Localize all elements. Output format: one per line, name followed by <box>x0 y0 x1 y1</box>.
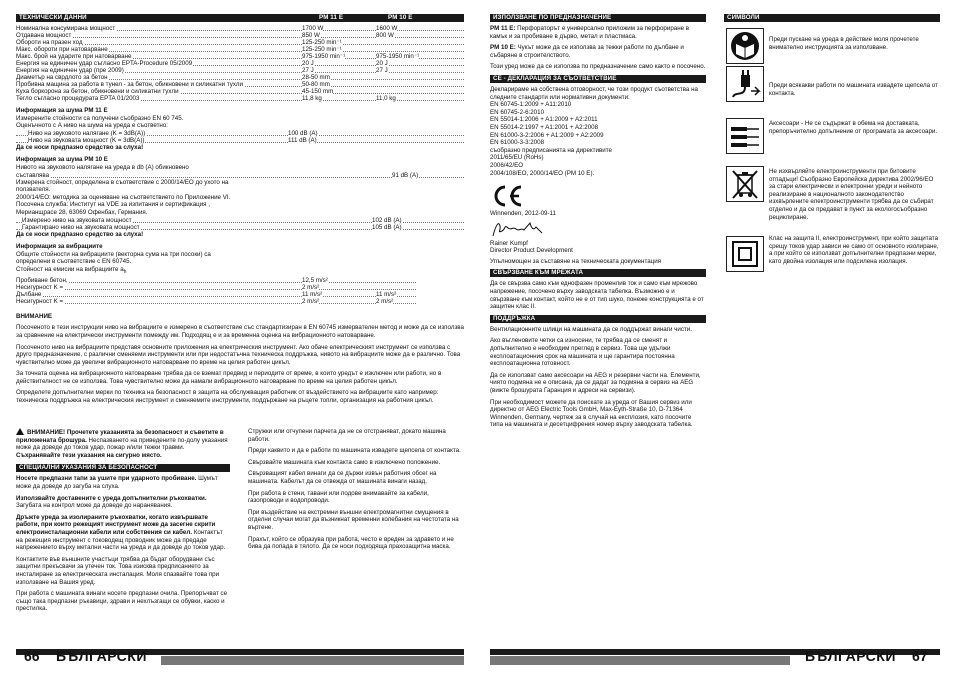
spec-row <box>16 130 464 137</box>
spec-row <box>16 81 464 88</box>
footer-left <box>16 649 464 665</box>
special-safety-header: СПЕЦИАЛНИ УКАЗАНИЯ ЗА БЕЗОПАСНОСТ <box>16 464 230 472</box>
warning-paragraph <box>16 428 230 459</box>
noise11-intro2: Оценъчното с А ниво на шума на уреда е съответно: <box>16 122 169 130</box>
ce-intro: Декларираме на собствена отговорност, че този продукт съответства на следните стандарти или нормативни документи: <box>490 85 698 101</box>
use-p2-bold: PM 10 E: <box>490 44 516 52</box>
list-item: 2011/65/EU (RoHs) <box>490 154 544 162</box>
mid-p5: При работа в стени, тавани или подове внимавайте за кабели, газопроводи и водопроводи. <box>248 489 429 505</box>
use-p3: Този уред може да се използва по предназначение само както е посочено. <box>490 63 706 71</box>
special-p2-bold: Използвайте доставените с уреда допълнителни ръкохватки. <box>16 494 207 502</box>
page-number-left: 66 <box>24 648 40 664</box>
list-item: EN 61000-3-2:2006 + A1:2009 + A2:2009 <box>490 131 604 139</box>
vibration-text: Общите стойности на вибрациите (векторна сума на три посоки) са определени в съответствие с EN 60745. <box>16 250 211 266</box>
mid-p2: Преди каквито и да е работи по машината извадете щепсела от контакта. <box>248 447 461 455</box>
noise10-title: Информация за шума PM 10 E <box>16 156 108 164</box>
use-p1 <box>490 25 706 40</box>
ce-directives-list <box>490 154 706 177</box>
spec-row <box>16 25 464 32</box>
special-p2-text: Загубата на контрол може да доведе до наранявания. <box>16 502 173 510</box>
symbol-text-4: Клас на защита II, електроинструмент, при който защитата срещу токов удар зависи не само от основното изолиране, а при който се използват допълнителни предпазни мерки, като двойна изолация или подсилена изолация. <box>769 235 939 265</box>
noise11-intro: Измерените стойности са получени съобразно EN 60 745. <box>16 114 184 122</box>
safety-mid-col <box>248 428 464 555</box>
spec-label: Енергия на единичен удар съгласно EPTA-Procedure 05/2009 <box>16 60 193 67</box>
spec-label: Пробиване бетон, <box>16 276 68 284</box>
spec-row <box>16 46 464 53</box>
warning-text: Неспазването на приведените по-долу указания може да доведе до токов удар, пожар и/или тежки травми. <box>16 436 228 452</box>
spec-label: Дълбане <box>16 290 42 298</box>
spec-row <box>16 60 464 67</box>
symbol-text-2: Аксесоари - Не се съдържат в обема на доставката, препоръчително допълнение от програмата за аксесоари. <box>769 120 938 135</box>
spec-value-pm10: 27 J <box>376 67 388 74</box>
ce-declaration-header: CE - ДЕКЛАРАЦИЯ ЗА СЪОТВЕТСТВИЕ <box>490 75 706 83</box>
special-p3-bold: Дръжте уреда за изолираните ръкохватки, когато извършвате работи, при които режещият инструмент може да засегне скрити електроинсталационни кабели или собствения си кабел. <box>16 513 216 536</box>
page-title-left: БЪЛГАРСКИ <box>56 648 147 664</box>
ce-standards-list <box>490 101 706 147</box>
spec-label: Тегло съгласно процедурата EPTA 01/2003 <box>16 95 140 102</box>
spec-label: Гарантирано ниво на звуковата мощност <box>22 223 140 231</box>
spec-value-pm11: 125-250 min⁻¹ <box>302 39 342 46</box>
special-p1-bold: Носете предпазни тапи за ушите при ударното пробиване. <box>16 475 197 483</box>
spec-value-pm11: 2 m/s² <box>302 283 320 291</box>
symbol-text-1: Преди всякакви работи по машината извадете щепсела от контакта. <box>769 82 938 97</box>
special-p2 <box>16 495 230 510</box>
spec-value: 100 dB (A) <box>288 129 318 137</box>
noise10-row <box>16 172 464 179</box>
vibration-emission-sub: h <box>123 269 127 276</box>
symbol-text-3: Не изхвърляйте електроинструменти при битовите отпадъци! Съобразно Европейска директива 2002/96/ЕО за стари електрически и електронни уреди и нейното реализиране в националното законодателство изхвърлените електроинструменти трябва да се събират отделно и да се предават в пункт за екологосъобразно рециклиране. <box>769 168 934 221</box>
noise10-table <box>16 217 464 231</box>
spec-label: Номинална консумирана мощност <box>16 25 116 32</box>
spec-value-pm10: 975-1950 min⁻¹ <box>376 53 420 60</box>
spec-value-pm10: 2 m/s² <box>376 297 394 305</box>
spec-row <box>16 291 416 298</box>
noise11-table <box>16 130 464 144</box>
warning-keep: Съхранявайте тези указания на сигурно място. <box>16 451 162 459</box>
signature <box>490 218 706 240</box>
special-p1 <box>16 475 230 490</box>
spec-value-pm11: 12,5 m/s² <box>302 276 328 284</box>
maintenance-header: ПОДДРЪЖКА <box>490 315 706 323</box>
spec-label: Енергия на единичен удар (пре 2009) <box>16 67 124 74</box>
noise10-measured: Измерена стойност, определена в съответствие с 2000/14/ЕО до ухото на ползвателя. <box>16 178 229 194</box>
maint-p2: Ако въгленовите четки са износени, те трябва да се сменят и допълнително е необходим преглед в сервиз. Това ще удължи експлоатационния срок на машината и ще гарантира постоянна експлоатационна готовност. <box>490 337 675 368</box>
vibration-title: Информация за вибрациите <box>16 243 103 251</box>
spec-value-pm10: 20 J <box>376 60 388 67</box>
spec-row <box>16 39 464 46</box>
spec-table <box>16 25 464 102</box>
vibration-emission-label: Стойност на емисии на вибрациите a <box>16 265 124 273</box>
page-title-right: БЪЛГАРСКИ <box>805 648 896 664</box>
attention-p1: Посоченото в тези инструкции ниво на вибрациите е измерено в съответствие със стандартизиран в EN 60745 измервателен метод и може да се използва за сравнение на електрически инструменти помежду им. Подходящ е и за временна оценка на вибрационното натоварване. <box>16 324 464 339</box>
spec-row <box>16 32 464 39</box>
list-item: EN 55014-2:1997 + A1:2001 + A2:2008 <box>490 123 599 131</box>
spec-value-pm11: 1700 W <box>302 25 324 32</box>
spec-label: Измерено ниво на звуковата мощност <box>22 216 132 224</box>
spec-row <box>16 67 464 74</box>
spec-value-pm11: 20 J <box>302 60 314 67</box>
list-item: 2006/42/EO <box>490 161 524 169</box>
warning-bold: ВНИМАНИЕ! Прочетете указанията за безопасност и съветите в приложената брошура. <box>16 429 224 444</box>
spec-row <box>16 298 416 305</box>
col-pm10-header: PM 10 E <box>388 14 413 21</box>
mid-p1: Стружки или отчупени парчета да не се отстраняват, докато машина работи. <box>248 428 446 443</box>
spec-label: Пробивна мащина за работа в тунел - за бетон, обикновени и силикатни тухли <box>16 81 243 88</box>
spec-label: Несигурност K = <box>16 283 64 291</box>
spec-row <box>16 217 464 224</box>
special-p5: При работа с машината винаги носете предпазни очила. Препоръчват се също така предпазни ръкавици, здрави и нехлъзгащи се обувки, каско и престилка. <box>16 590 228 613</box>
warning-triangle-icon <box>16 428 24 435</box>
class-ii-icon <box>726 236 764 272</box>
col-pm11-header: PM 11 E <box>319 14 344 21</box>
intended-use-header: ИЗПОЛЗВАНЕ ПО ПРЕДНАЗНАЧЕНИЕ <box>490 14 706 22</box>
noise10-row-value: 91 dB (A) <box>392 171 419 179</box>
spec-value-pm11: 28-50 mm <box>302 74 330 81</box>
spec-row <box>16 74 464 81</box>
ce-place-date: Winnenden, 2012-09-11 <box>490 210 556 218</box>
right-main-col <box>490 14 706 433</box>
maint-p4: При необходимост можете да поискате за уреда от Вашия сервиз или директно от AEG Electric Tools GmbH, Max-Eyth-Straße 10, D-71364 Winnenden, Germany, чертеж за в случай на експлозия, като посочите типа на машината и десетцифрения номер върху заводската табелка. <box>490 398 693 429</box>
ce-authorized: Упълномощен за съставяне на техническата документация <box>490 257 662 265</box>
spec-label: Несигурност K = <box>16 297 64 305</box>
accessories-icon <box>726 118 764 154</box>
mid-p6: При въздействие на екстремни външни електромагнитни смущения в отделни случаи могат да възникнат временни колебания на честотата на въртене. <box>248 508 459 531</box>
list-item: EN 61000-3-3:2008 <box>490 139 545 147</box>
noise11-title: Информация за шума PM 11 E <box>16 107 108 114</box>
ce-directive: съобразно предписанията на директивите <box>490 146 612 154</box>
attention-p2: Посоченото ниво на вибрациите представя основните приложения на електрическия инструмент. Ако обаче електрическият инструмент се използва с друго предназначение, с различни сменяеми инструменти или при недостатъчна техническа поддръжка, нивото на вибрациите може да е различно. Това чувствително може да увеличи вибрационното натоварване по време на целия работен цикъл. <box>16 343 461 366</box>
spec-value-pm11: 27 J <box>302 67 314 74</box>
spec-row <box>16 224 464 231</box>
spec-value-pm10: 1600 W <box>376 25 398 32</box>
noise10-method: 2000/14/ЕО: методика за оценяване на съответствието по Приложение VI. Посочена служба: Институт на VDE за изпитания и сертификация , Мерианщрасе 28, 63069 Офенбах, Германия. <box>16 193 231 216</box>
mains-text: Да се свързва само към еднофазен променлив ток и само към мрежово напрежение, посочено върху заводската табелка. Възможно е и свързване към контакт, който не е от тип шуко, понеже конструкцията е от защитен клас II. <box>490 280 704 311</box>
use-p2 <box>490 44 706 59</box>
attention-p4: Определете допълнителни мерки по техника на безопасност в защита на обслужващия работник от въздействието на вибрациите като например: техническа поддръжка на електрическия инструмент и сменяемите инструменти, поддържане на ръцете топли, организация на работния цикъл. <box>16 389 439 405</box>
ce-signer-name: Rainer Kumpf <box>490 239 528 247</box>
page-number-right: 67 <box>912 648 928 664</box>
use-p1-text: Перфораторът е универсално приложим за перфориране в камък и за пробиване в дърво, метал и пластмаса. <box>490 25 690 40</box>
unplug-icon <box>726 66 764 102</box>
footer-right <box>490 649 940 665</box>
spec-value-pm11: 975-1950 min⁻¹ <box>302 53 346 60</box>
vibration-emission <box>16 266 464 277</box>
mid-p4: Свързващият кабел винаги да се държи извън работния обсег на машината. Кабелът да се отвежда от машината винаги назад. <box>248 470 437 485</box>
list-item: EN 60745-2-6:2010 <box>490 108 545 116</box>
attention-title: ВНИМАНИЕ <box>16 312 53 320</box>
spec-label: Куха боркорона за бетон, обикновени и силикатни тухли <box>16 88 179 95</box>
signature-icon <box>490 218 550 240</box>
use-p1-bold: PM 11 E: <box>490 25 516 32</box>
spec-label: Обороти на празен ход <box>16 39 83 46</box>
maint-p1: Вентилационните шлици на машината да се поддържат винаги чисти. <box>490 325 692 333</box>
mid-p7: Прахът, който се образува при работа, често е вреден за здравето и не бива да попада в тялото. Да се носи подходяща прахозащитна маска. <box>248 535 454 551</box>
tech-data-header <box>16 14 464 22</box>
spec-row <box>16 284 416 291</box>
symbols-col <box>724 14 940 25</box>
ce-mark <box>490 184 706 208</box>
spec-value-pm10: 11,0 kg <box>376 95 396 102</box>
ce-signer-role: Director Product Development <box>490 247 573 255</box>
spec-label: Макс. обороти при натоварване <box>16 46 108 53</box>
spec-value-pm11: 50-80 mm <box>302 81 330 88</box>
special-p1-text: Шумът може да доведе до загуба на слуха. <box>16 475 218 490</box>
list-item: EN 55014-1:2006 + A1:2009 + A2:2011 <box>490 116 598 124</box>
read-manual-icon <box>726 28 764 64</box>
mid-p3: Свързвайте машината към контакта само в изключено положение. <box>248 458 441 466</box>
noise10-row-label: съставлява <box>16 171 50 179</box>
spec-label: Отдавана мощност <box>16 32 72 39</box>
noise10-text: Нивото на звуковото налягане на уреда в db (A) обикновено <box>16 163 189 171</box>
symbols-header: СИМВОЛИ <box>724 14 940 22</box>
vibration-table <box>16 277 464 305</box>
spec-row <box>16 53 464 60</box>
spec-label: Ниво на звуковото налягане (K = 3dB(A)) <box>28 129 146 137</box>
spec-label: Ниво на звуковата мощност (K = 3dB(A)) <box>28 136 145 144</box>
tech-data-header-text: ТЕХНИЧЕСКИ ДАННИ <box>19 14 87 21</box>
spec-value-pm10: 800 W <box>376 32 394 39</box>
spec-label: Диаметър на сврдлото за бетон <box>16 74 108 81</box>
spec-value-pm11: 2 m/s² <box>302 297 320 305</box>
weee-bin-icon <box>726 166 764 202</box>
list-item: EN 60745-1:2009 + A11:2010 <box>490 101 572 109</box>
spec-row <box>16 95 464 102</box>
spec-value-pm11: 45-150 mm <box>302 88 334 95</box>
spec-value-pm11: 11,8 kg <box>302 95 322 102</box>
special-p3-text: Контактът на режещия инструмент с тоководещ проводник може да предаде напрежението върху метални части на уреда и да доведе до токов удар. <box>16 528 226 552</box>
spec-value: 102 dB (A) <box>372 216 402 224</box>
spec-value-pm11: 850 W <box>302 32 320 39</box>
spec-row <box>16 88 464 95</box>
spec-value-pm11: 11 m/s² <box>302 290 323 298</box>
use-p2-text: Чукът може да се използва за тежки работи по дълбане и събаряне в строителството. <box>490 44 684 59</box>
ear-protection-note: Да се носи предпазно средство за слуха! <box>16 143 144 151</box>
safety-left-col <box>16 428 230 617</box>
spec-value-pm10: 11 m/s² <box>376 290 397 298</box>
tech-data-section <box>16 14 464 409</box>
ear-protection-note-2: Да се носи предпазно средство за слуха! <box>16 230 144 238</box>
spec-row <box>16 137 464 144</box>
spec-row <box>16 277 416 284</box>
spec-value: 111 dB (A) <box>288 136 317 144</box>
list-item: 2004/108/EO, 2000/14/EO (PM 10 E). <box>490 169 595 177</box>
ce-mark-icon <box>490 184 524 208</box>
maint-p3: Да се използват само аксесоари на AEG и резервни части на. Елементи, чиято подмяна не е описана, да се дадат за подмяна в сервиз на AEG (вижте брошурата Гаранция и адреси на сервизи). <box>490 371 701 394</box>
spec-label: Макс. брой на ударите при натоварване <box>16 53 132 60</box>
spec-value: 105 dB (A) <box>372 223 402 231</box>
symbol-text-0: Преди пускане на уреда в действие моля прочетете внимателно инструкцията за използване. <box>769 36 919 51</box>
spec-value-pm11: 125-250 min⁻¹ <box>302 46 342 53</box>
special-p4: Контактите във външните участъци трябва да бъдат оборудвани със защитни прекъсвачи за утечен ток. Това изисква предписанието за инсталиране за електрическата инсталация. Моля спазвайте това при използване на Вашия уред. <box>16 555 220 586</box>
special-p3 <box>16 514 230 552</box>
attention-p3: За точната оценка на вибрационното натоварване трябва да се вземат предвид и периодите от време, в които уредът е изключен или работи, но в действителност не се използва. Това чувствително може да намали вибрационното натоварване по време на целия работен цикъл. <box>16 370 442 385</box>
mains-header: СВЪРЗВАНЕ КЪМ МРЕЖАТА <box>490 269 706 277</box>
